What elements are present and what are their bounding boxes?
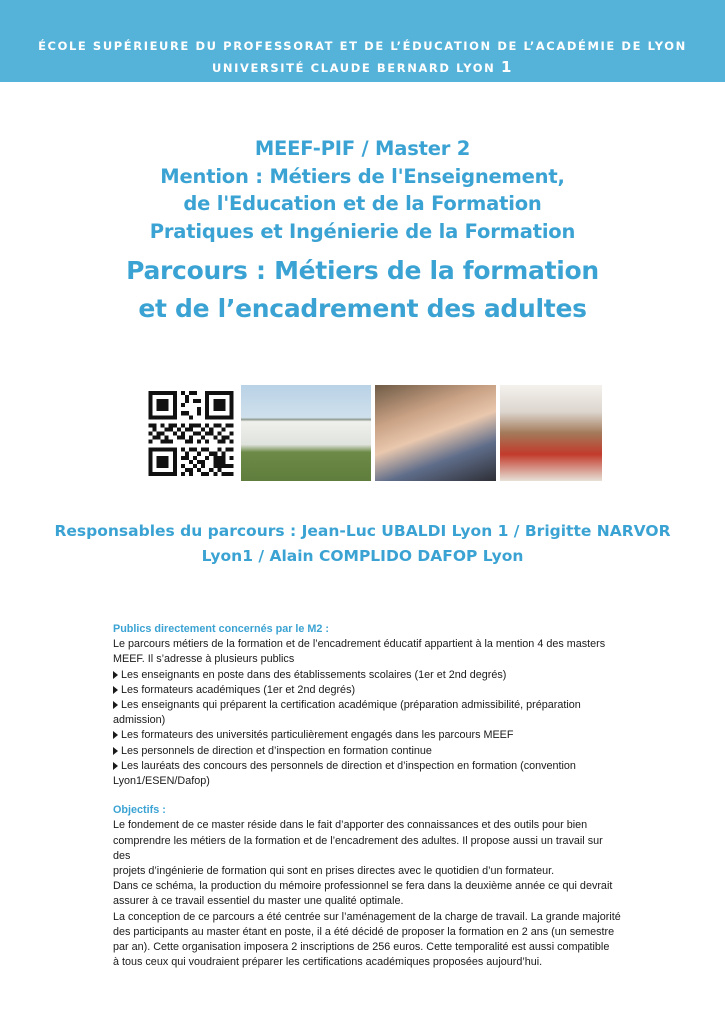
title-mention-1: Mention : Métiers de l'Enseignement, [160,164,565,188]
banner-line-2-number: 1 [501,58,514,76]
triangle-bullet-icon [113,701,118,709]
responsables-line-1: Responsables du parcours : Jean-Luc UBALDI Lyon 1 / Brigitte NARVOR [54,522,671,540]
triangle-bullet-icon [113,747,118,755]
list-item: Les formateurs académiques (1er et 2nd degrés) [113,683,623,698]
triangle-bullet-icon [113,762,118,770]
objectifs-line: Le fondement de ce master réside dans le fait d’apporter des connaissances et des outils pour bien [113,819,588,832]
title-block [0,135,725,328]
photo-building [241,385,371,481]
triangle-bullet-icon [113,671,118,679]
header-banner [0,0,725,82]
title-parcours-2: et de l’encadrement des adultes [138,294,587,323]
banner-line-2 [0,57,725,79]
objectifs-line: par an). Cette organisation imposera 2 inscriptions de 256 euros. Cette temporalité est aussi compatible [113,941,610,954]
title-parcours-1: Parcours : Métiers de la formation [126,256,599,285]
list-item: Les lauréats des concours des personnels de direction et d’inspection en formation (convention [113,759,623,774]
title-mention-3: Pratiques et Ingénierie de la Formation [149,219,576,243]
photo-hall [500,385,602,481]
triangle-bullet-icon [113,731,118,739]
list-item: Les enseignants qui préparent la certification académique (préparation admissibilité, préparation [113,698,623,713]
list-item-continuation: admission) [113,714,166,727]
publics-intro-1: Le parcours métiers de la formation et de l’encadrement éducatif appartient à la mention 4 des masters [113,638,606,651]
objectifs-line: projets d’ingénierie de formation qui sont en prises directes avec le quotidien d’un formateur. [113,865,555,878]
list-item-continuation: Lyon1/ESEN/Dafop) [113,775,210,788]
body-text [113,622,623,970]
title-program: MEEF-PIF / Master 2 [254,137,471,160]
title-mention-2: de l'Education et de la Formation [183,192,542,215]
objectifs-line: comprendre les métiers de la formation et de l’encadrement des adultes. Il propose aussi un travail sur des [113,834,603,862]
qr-code-icon [146,391,236,476]
publics-heading: Publics directement concernés par le M2 : [113,623,330,635]
objectifs-line: à tous ceux qui voudraient préparer les certifications académiques proposées aujourd’hui. [113,956,543,969]
objectifs-line: assurer à ce travail essentiel du master une qualité optimale. [113,895,404,908]
photo-students [375,385,496,481]
publics-intro-2: MEEF. Il s’adresse à plusieurs publics [113,653,295,666]
responsables-line-2: Lyon1 / Alain COMPLIDO DAFOP Lyon [201,547,524,565]
objectifs-line: des participants au master étant en poste, il a été décidé de proposer la formation en 2 ans (un semestre [113,925,615,938]
objectifs-line: La conception de ce parcours a été centrée sur l’aménagement de la charge de travail. La grande majorité [113,910,621,923]
list-item: Les formateurs des universités particulièrement engagés dans les parcours MEEF [113,728,623,743]
objectifs-heading: Objectifs : [113,804,166,817]
list-item: Les enseignants en poste dans des établissements scolaires (1er et 2nd degrés) [113,668,623,683]
triangle-bullet-icon [113,686,118,694]
objectifs-line: Dans ce schéma, la production du mémoire professionnel se fera dans la deuxième année ce qui devrait [113,880,613,893]
banner-line-1: ÉCOLE SUPÉRIEURE DU PROFESSORAT ET DE L’ÉDUCATION DE L’ACADÉMIE DE LYON [38,39,687,53]
banner-line-2-text: UNIVERSITÉ CLAUDE BERNARD LYON [211,61,496,75]
list-item: Les personnels de direction et d’inspection en formation continue [113,744,623,759]
responsables-block [0,519,725,569]
